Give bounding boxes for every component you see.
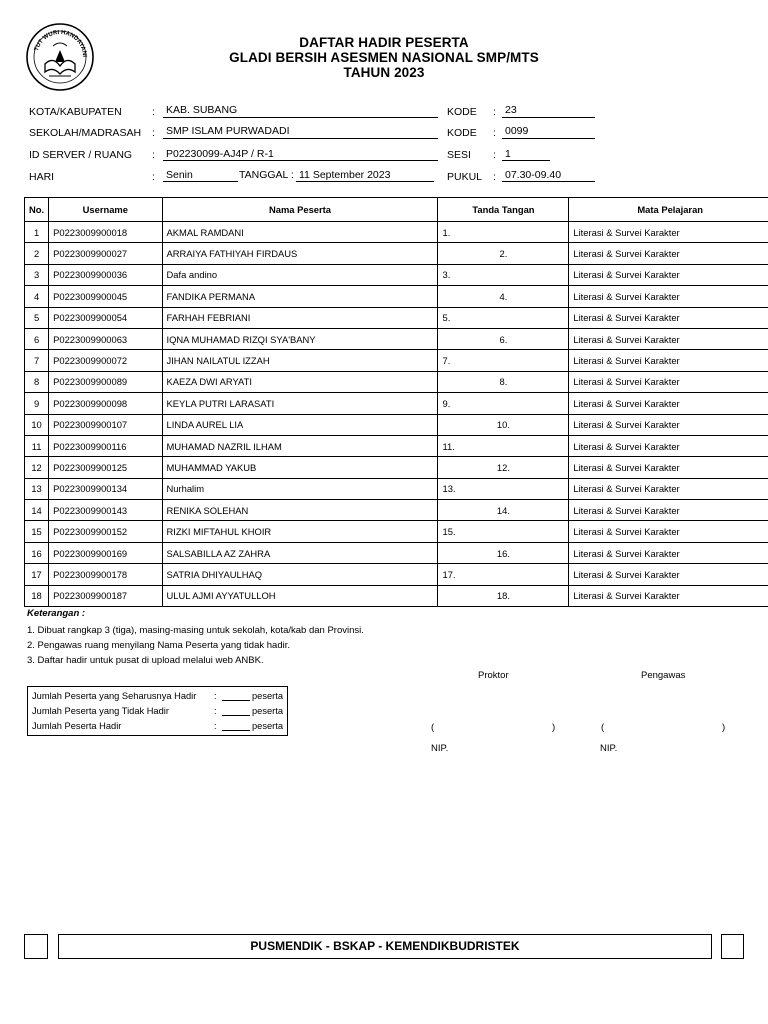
table-row	[25, 457, 768, 478]
proktor-name-open: (	[431, 722, 435, 733]
summary-unit: peserta	[252, 721, 284, 731]
summary-blank	[222, 730, 250, 731]
row-participant-name: MUHAMMAD YAKUB	[162, 457, 438, 478]
summary-label: Jumlah Peserta yang Seharusnya Hadir	[32, 691, 197, 701]
row-subject: Literasi & Survei Karakter	[569, 307, 768, 328]
row-participant-name: MUHAMAD NAZRIL ILHAM	[162, 435, 438, 456]
row-number: 14	[25, 500, 49, 521]
row-username: P0223009900098	[49, 393, 162, 414]
row-subject: Literasi & Survei Karakter	[569, 286, 768, 307]
row-participant-name: Nurhalim	[162, 478, 438, 499]
row-signature[interactable]: 16.	[438, 542, 569, 563]
document-subtitle: GLADI BERSIH ASESMEN NASIONAL SMP/MTS	[229, 50, 539, 65]
table-header-row	[25, 198, 768, 222]
row-username: P0223009900054	[49, 307, 162, 328]
proktor-label: Proktor	[478, 670, 509, 681]
row-signature[interactable]: 13.	[438, 478, 569, 499]
row-number: 7	[25, 350, 49, 371]
row-username: P0223009900036	[49, 264, 162, 285]
row-subject: Literasi & Survei Karakter	[569, 264, 768, 285]
server-label: ID SERVER / RUANG	[29, 149, 133, 161]
col-sign-header: Tanda Tangan	[438, 198, 569, 222]
footer-banner: PUSMENDIK - BSKAP - KEMENDIKBUDRISTEK	[58, 934, 712, 959]
row-username: P0223009900178	[49, 564, 162, 585]
kode1-underline	[502, 117, 595, 118]
row-subject: Literasi & Survei Karakter	[569, 393, 768, 414]
row-username: P0223009900116	[49, 435, 162, 456]
row-subject: Literasi & Survei Karakter	[569, 414, 768, 435]
table-row	[25, 307, 768, 328]
row-number: 13	[25, 478, 49, 499]
row-participant-name: AKMAL RAMDANI	[162, 222, 438, 243]
table-row	[25, 264, 768, 285]
pengawas-nip-label: NIP.	[600, 743, 618, 754]
pukul-colon: :	[493, 171, 496, 183]
row-number: 6	[25, 328, 49, 349]
row-signature[interactable]: 15.	[438, 521, 569, 542]
row-username: P0223009900169	[49, 542, 162, 563]
table-row	[25, 222, 768, 243]
row-username: P0223009900152	[49, 521, 162, 542]
note-item: 3. Daftar hadir untuk pusat di upload melalui web ANBK.	[27, 655, 264, 666]
row-signature[interactable]: 2.	[438, 243, 569, 264]
proktor-nip-label: NIP.	[431, 743, 449, 754]
row-signature[interactable]: 6.	[438, 328, 569, 349]
summary-blank	[222, 700, 250, 701]
row-subject: Literasi & Survei Karakter	[569, 457, 768, 478]
note-item: 2. Pengawas ruang menyilang Nama Peserta yang tidak hadir.	[27, 640, 290, 651]
kota-label: KOTA/KABUPATEN	[29, 106, 122, 118]
summary-label: Jumlah Peserta Hadir	[32, 721, 122, 731]
row-username: P0223009900134	[49, 478, 162, 499]
row-number: 10	[25, 414, 49, 435]
row-username: P0223009900045	[49, 286, 162, 307]
row-number: 2	[25, 243, 49, 264]
col-subject-header: Mata Pelajaran	[569, 198, 768, 222]
summary-unit: peserta	[252, 691, 284, 701]
pukul-value: 07.30-09.40	[505, 169, 562, 181]
row-participant-name: ULUL AJMI AYYATULLOH	[162, 585, 438, 606]
row-username: P0223009900143	[49, 500, 162, 521]
summary-colon: :	[214, 721, 217, 731]
kota-colon: :	[152, 106, 155, 118]
document-title: DAFTAR HADIR PESERTA	[299, 35, 469, 50]
logo-text: TUT WURI HANDAYANI	[33, 29, 88, 58]
row-number: 11	[25, 435, 49, 456]
table-row	[25, 350, 768, 371]
hari-value: Senin	[166, 169, 193, 181]
attendance-summary-box	[27, 686, 288, 736]
kota-value: KAB. SUBANG	[166, 104, 238, 116]
table-row	[25, 521, 768, 542]
sekolah-label: SEKOLAH/MADRASAH	[29, 127, 142, 139]
summary-blank	[222, 715, 250, 716]
sesi-colon: :	[493, 149, 496, 161]
server-underline	[163, 160, 438, 161]
sesi-underline	[502, 160, 550, 161]
table-row	[25, 585, 768, 606]
row-number: 18	[25, 585, 49, 606]
row-subject: Literasi & Survei Karakter	[569, 500, 768, 521]
footer-left-box	[24, 934, 48, 959]
row-username: P0223009900027	[49, 243, 162, 264]
row-signature[interactable]: 9.	[438, 393, 569, 414]
pengawas-name-close: )	[722, 722, 726, 733]
row-subject: Literasi & Survei Karakter	[569, 564, 768, 585]
row-number: 5	[25, 307, 49, 328]
table-row	[25, 414, 768, 435]
row-participant-name: JIHAN NAILATUL IZZAH	[162, 350, 438, 371]
table-body	[25, 222, 768, 607]
row-subject: Literasi & Survei Karakter	[569, 542, 768, 563]
row-number: 1	[25, 222, 49, 243]
kota-underline	[163, 117, 438, 118]
row-number: 16	[25, 542, 49, 563]
row-username: P0223009900187	[49, 585, 162, 606]
row-signature[interactable]: 4.	[438, 286, 569, 307]
row-number: 12	[25, 457, 49, 478]
table-row	[25, 243, 768, 264]
pengawas-label: Pengawas	[641, 670, 686, 681]
note-item: 1. Dibuat rangkap 3 (tiga), masing-masing untuk sekolah, kota/kab dan Provinsi.	[27, 625, 364, 636]
row-number: 17	[25, 564, 49, 585]
hari-colon: :	[152, 171, 155, 183]
row-signature[interactable]: 11.	[438, 435, 569, 456]
row-participant-name: FARHAH FEBRIANI	[162, 307, 438, 328]
summary-unit: peserta	[252, 706, 284, 716]
tanggal-underline	[296, 181, 434, 182]
row-participant-name: SATRIA DHIYAULHAQ	[162, 564, 438, 585]
row-participant-name: IQNA MUHAMAD RIZQI SYA'BANY	[162, 328, 438, 349]
table-row	[25, 328, 768, 349]
kode2-colon: :	[493, 127, 496, 139]
row-number: 3	[25, 264, 49, 285]
row-number: 4	[25, 286, 49, 307]
notes-heading: Keterangan :	[27, 608, 86, 619]
row-subject: Literasi & Survei Karakter	[569, 585, 768, 606]
pukul-label: PUKUL	[447, 171, 483, 183]
row-participant-name: FANDIKA PERMANA	[162, 286, 438, 307]
kode1-value: 23	[505, 104, 517, 116]
table-row	[25, 542, 768, 563]
row-subject: Literasi & Survei Karakter	[569, 350, 768, 371]
row-signature[interactable]: 7.	[438, 350, 569, 371]
col-name-header: Nama Peserta	[162, 198, 438, 222]
sekolah-colon: :	[152, 127, 155, 139]
row-participant-name: ARRAIYA FATHIYAH FIRDAUS	[162, 243, 438, 264]
table-row	[25, 286, 768, 307]
table-row	[25, 371, 768, 392]
hari-label: HARI	[29, 171, 55, 183]
summary-colon: :	[214, 706, 217, 716]
tanggal-label: TANGGAL :	[239, 169, 294, 181]
row-username: P0223009900107	[49, 414, 162, 435]
row-username: P0223009900125	[49, 457, 162, 478]
row-number: 15	[25, 521, 49, 542]
col-username-header: Username	[49, 198, 162, 222]
row-subject: Literasi & Survei Karakter	[569, 371, 768, 392]
document-year: TAHUN 2023	[343, 65, 425, 80]
footer-right-box	[721, 934, 744, 959]
row-subject: Literasi & Survei Karakter	[569, 243, 768, 264]
attendance-table	[24, 197, 768, 607]
row-participant-name: KAEZA DWI ARYATI	[162, 371, 438, 392]
summary-label: Jumlah Peserta yang Tidak Hadir	[32, 706, 169, 716]
row-signature[interactable]: 12.	[438, 457, 569, 478]
row-participant-name: RENIKA SOLEHAN	[162, 500, 438, 521]
sesi-label: SESI	[447, 149, 471, 161]
table-row	[25, 478, 768, 499]
row-username: P0223009900018	[49, 222, 162, 243]
row-participant-name: Dafa andino	[162, 264, 438, 285]
kode1-label: KODE	[447, 106, 477, 118]
sekolah-underline	[163, 138, 438, 139]
proktor-name-close: )	[552, 722, 556, 733]
pukul-underline	[502, 181, 595, 182]
summary-colon: :	[214, 691, 217, 701]
row-participant-name: LINDA AUREL LIA	[162, 414, 438, 435]
row-subject: Literasi & Survei Karakter	[569, 478, 768, 499]
row-signature[interactable]: 1.	[438, 222, 569, 243]
sesi-value: 1	[505, 148, 511, 160]
tanggal-value: 11 September 2023	[299, 169, 391, 181]
row-username: P0223009900089	[49, 371, 162, 392]
kode2-underline	[502, 138, 595, 139]
row-number: 8	[25, 371, 49, 392]
table-row	[25, 393, 768, 414]
row-username: P0223009900063	[49, 328, 162, 349]
row-signature[interactable]: 10.	[438, 414, 569, 435]
kode2-value: 0099	[505, 125, 529, 137]
row-subject: Literasi & Survei Karakter	[569, 222, 768, 243]
row-subject: Literasi & Survei Karakter	[569, 435, 768, 456]
row-participant-name: KEYLA PUTRI LARASATI	[162, 393, 438, 414]
table-row	[25, 564, 768, 585]
row-subject: Literasi & Survei Karakter	[569, 521, 768, 542]
col-no-header: No.	[25, 198, 49, 222]
hari-underline	[163, 181, 238, 182]
row-signature[interactable]: 14.	[438, 500, 569, 521]
table-row	[25, 435, 768, 456]
server-value: P02230099-AJ4P / R-1	[166, 148, 274, 160]
kode1-colon: :	[493, 106, 496, 118]
pengawas-name-open: (	[601, 722, 605, 733]
row-participant-name: RIZKI MIFTAHUL KHOIR	[162, 521, 438, 542]
row-username: P0223009900072	[49, 350, 162, 371]
kode2-label: KODE	[447, 127, 477, 139]
row-signature[interactable]: 17.	[438, 564, 569, 585]
sekolah-value: SMP ISLAM PURWADADI	[166, 125, 290, 137]
row-participant-name: SALSABILLA AZ ZAHRA	[162, 542, 438, 563]
table-row	[25, 500, 768, 521]
row-signature[interactable]: 3.	[438, 264, 569, 285]
row-signature[interactable]: 5.	[438, 307, 569, 328]
row-signature[interactable]: 8.	[438, 371, 569, 392]
row-subject: Literasi & Survei Karakter	[569, 328, 768, 349]
row-number: 9	[25, 393, 49, 414]
row-signature[interactable]: 18.	[438, 585, 569, 606]
server-colon: :	[152, 149, 155, 161]
